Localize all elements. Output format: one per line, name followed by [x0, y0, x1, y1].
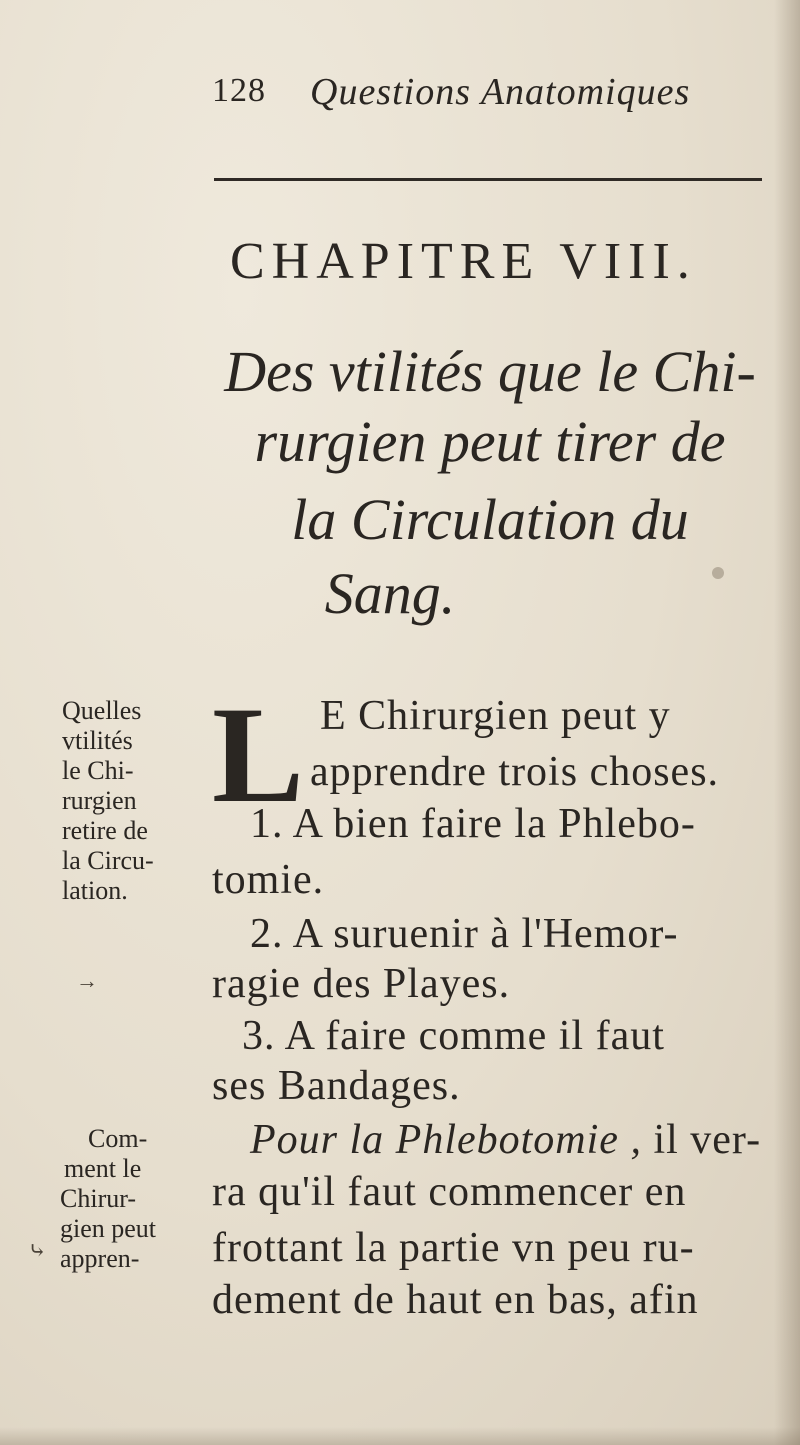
margin-note-line: le Chi-: [62, 756, 134, 785]
chapter-heading-line: rurgien peut tirer de: [254, 409, 726, 474]
header-rule: [214, 178, 762, 181]
margin-note-utilities: [62, 696, 202, 906]
margin-note-line: gien peut: [60, 1214, 157, 1243]
margin-note-how: [60, 1124, 200, 1274]
body-line: ses Bandages.: [212, 1063, 461, 1109]
margin-note-line: Quelles: [62, 696, 142, 725]
margin-note-line: lation.: [62, 876, 128, 905]
hook-arrow-mark: ⤷: [28, 1238, 47, 1263]
page-number: 128: [212, 72, 266, 109]
body-line-italic-start: [250, 1116, 761, 1164]
margin-note-line: Chirur-: [60, 1184, 137, 1213]
running-head: [212, 68, 772, 118]
margin-note-line: Com-: [88, 1124, 148, 1153]
body-line: dement de haut en bas, afin: [212, 1277, 699, 1323]
margin-note-line: retire de: [62, 816, 148, 845]
chapter-heading-line: la Circulation du: [291, 487, 689, 552]
chapter-title: CHAPITRE VIII.: [230, 233, 697, 290]
running-title: Questions Anatomiques: [310, 71, 691, 113]
margin-note-line: la Circu-: [62, 846, 154, 875]
body-line: tomie.: [212, 857, 325, 903]
margin-note-line: vtilités: [62, 726, 133, 755]
body-line-continuation: il ver-: [653, 1117, 762, 1163]
body-line: 3. A faire comme il faut: [242, 1013, 665, 1059]
drop-cap: L: [212, 678, 305, 831]
chapter-heading-line: Sang.: [324, 561, 456, 626]
margin-note-line: ment le: [64, 1154, 142, 1183]
body-line: frottant la partie vn peu ru-: [212, 1225, 695, 1271]
italic-phrase: Pour la Phlebotomie ,: [250, 1117, 642, 1163]
arrow-mark: →: [76, 968, 98, 993]
chapter-heading-line: Des vtilités que le Chi-: [224, 339, 756, 404]
body-line: E Chirurgien peut y: [320, 693, 671, 739]
body-line: apprendre trois choses.: [310, 749, 720, 795]
body-line: 1. A bien faire la Phlebo-: [250, 801, 696, 847]
margin-note-line: rurgien: [62, 786, 137, 815]
body-line: 2. A suruenir à l'Hemor-: [250, 911, 679, 957]
body-line: ra qu'il faut commencer en: [212, 1169, 687, 1215]
ink-spot: [712, 567, 724, 579]
body-line: ragie des Playes.: [212, 961, 511, 1007]
margin-note-line: appren-: [60, 1244, 140, 1273]
